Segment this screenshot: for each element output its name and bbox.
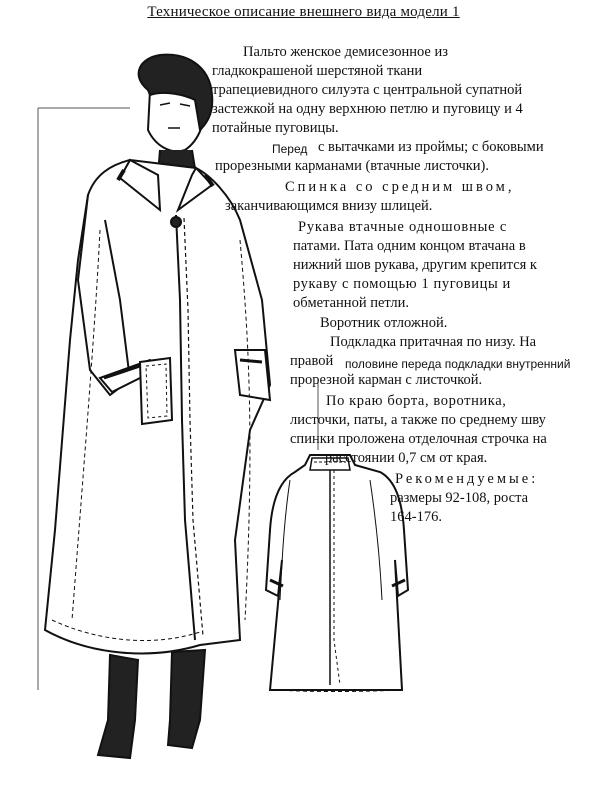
desc-line: Пальто женское демисезонное из — [243, 44, 448, 60]
desc-line: Воротник отложной. — [320, 315, 448, 331]
desc-line: потайные пуговицы. — [212, 120, 339, 136]
desc-line: заканчивающимся внизу шлицей. — [225, 198, 433, 214]
desc-line-label: Перед — [272, 142, 308, 156]
desc-line: спинки проложена отделочная строчка на — [290, 431, 547, 447]
desc-line: застежкой на одну верхнюю петлю и пуговицу и 4 — [212, 101, 523, 117]
desc-line: прорезными карманами (втачные листочки). — [215, 158, 490, 174]
desc-line: Подкладка притачная по низу. На — [330, 334, 537, 350]
desc-line: Рукава втачные одношовные с — [298, 219, 508, 235]
desc-line: гладкокрашеной шерстяной ткани — [212, 63, 423, 79]
desc-line: трапециевидного силуэта с центральной супатной — [212, 82, 523, 98]
desc-line: прорезной карман с листочкой. — [290, 372, 483, 388]
desc-line: расстоянии 0,7 см от края. — [325, 450, 488, 466]
desc-line: Спинка со средним швом, — [285, 179, 515, 195]
desc-line: Рекомендуемые: — [395, 471, 539, 487]
desc-line: с вытачками из проймы; с боковыми — [318, 139, 544, 155]
desc-line: 164-176. — [390, 509, 442, 525]
desc-line: обметанной петли. — [293, 295, 409, 311]
desc-line: размеры 92-108, роста — [390, 490, 529, 506]
desc-line: По краю борта, воротника, — [326, 393, 507, 409]
desc-line: листочки, паты, а также по среднему шву — [290, 412, 546, 428]
back-coat-drawing — [266, 455, 408, 692]
page-title: Техническое описание внешнего вида модели 1 — [147, 4, 460, 20]
desc-line: рукаву с помощью 1 пуговицы и — [293, 276, 511, 292]
desc-line: нижний шов рукава, другим крепится к — [293, 257, 537, 273]
desc-line: патами. Пата одним концом втачана в — [293, 238, 526, 254]
desc-line: половине переда подкладки внутренний — [345, 357, 571, 371]
desc-line-label: правой — [290, 353, 334, 369]
